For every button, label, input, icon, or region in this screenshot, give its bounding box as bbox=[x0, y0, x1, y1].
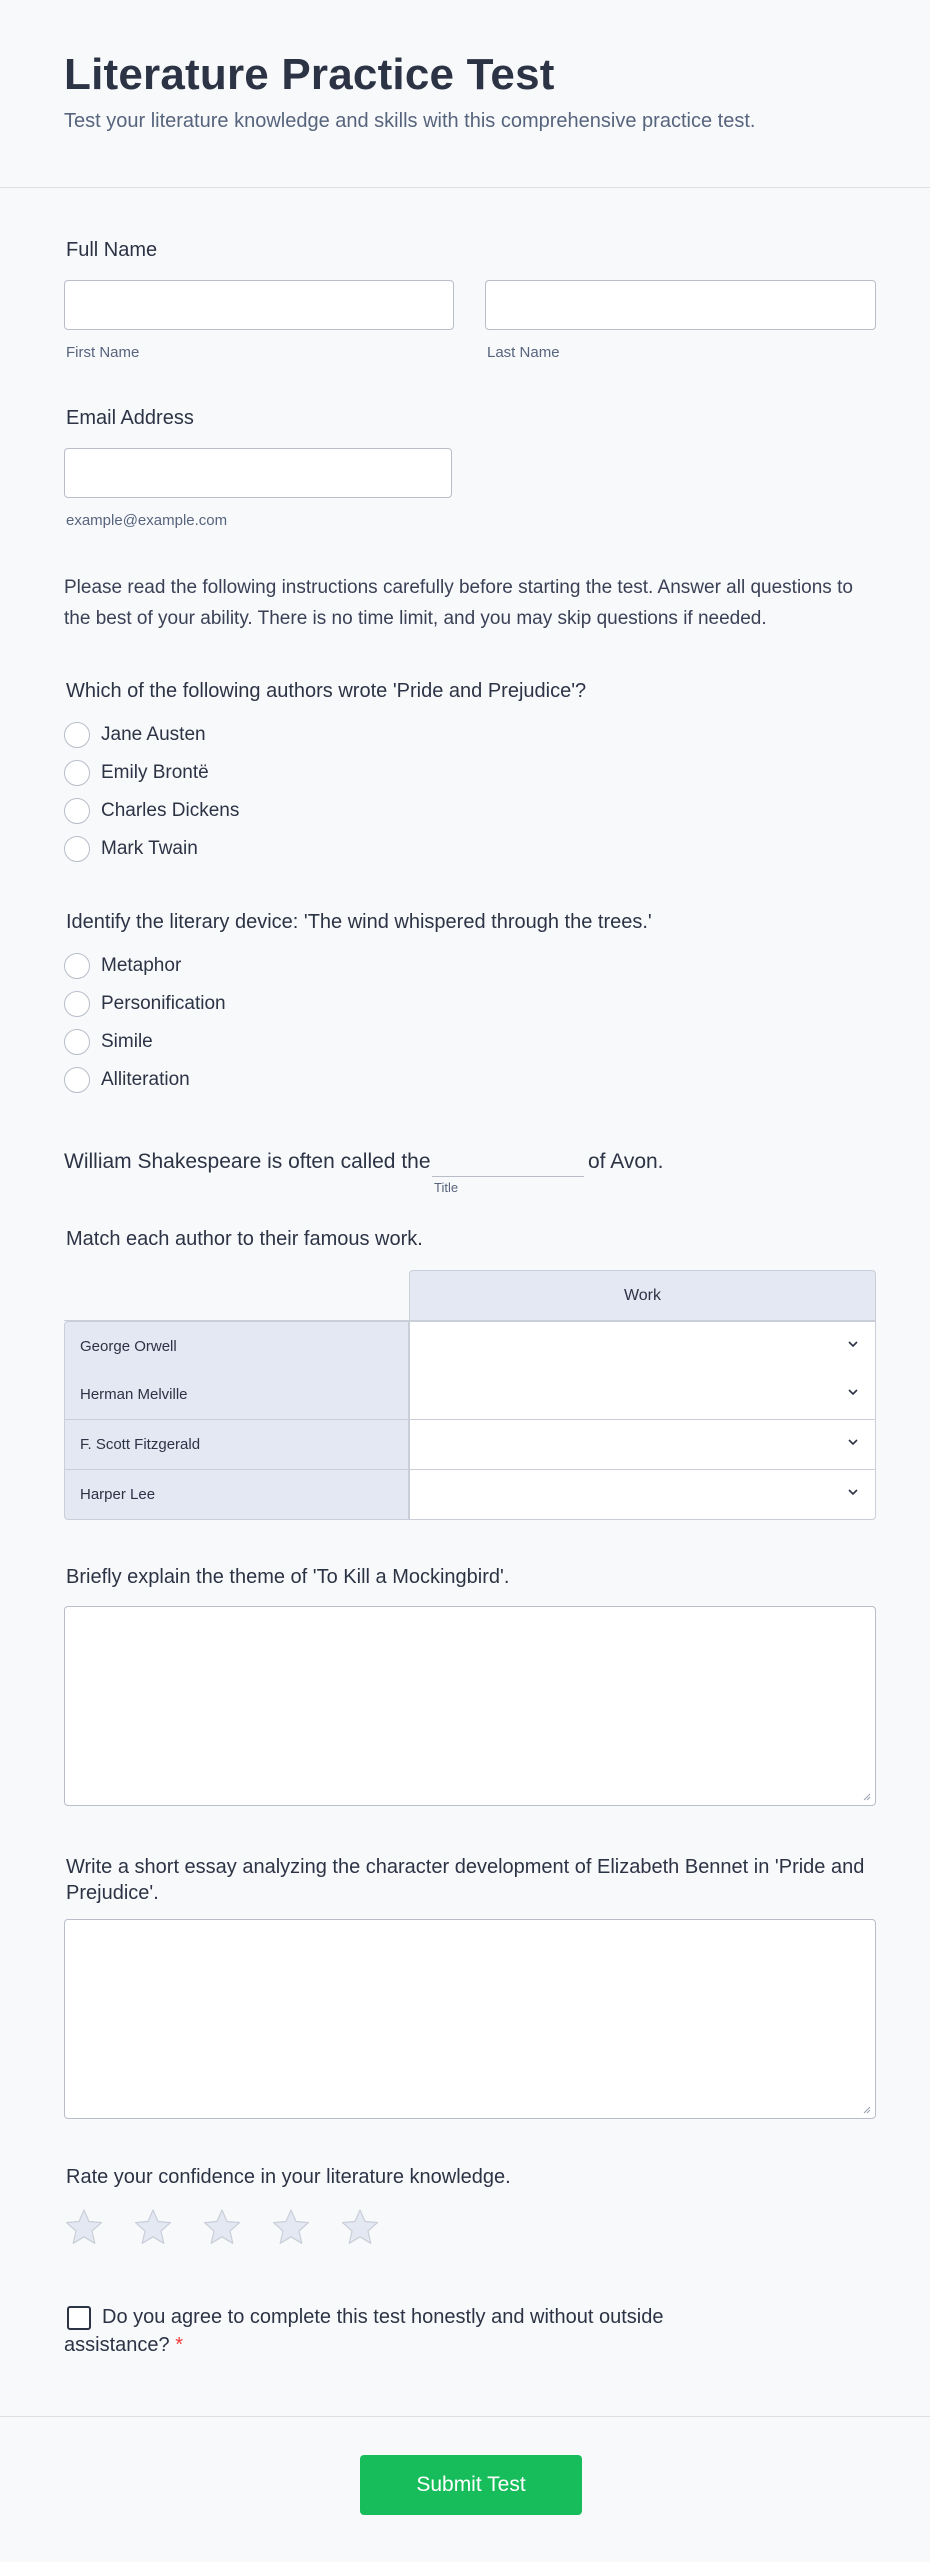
q1-option-label: Emily Brontë bbox=[101, 762, 209, 783]
matrix-dropdown[interactable] bbox=[409, 1470, 876, 1520]
radio-button[interactable] bbox=[64, 798, 90, 824]
q2-option[interactable] bbox=[64, 990, 226, 1018]
essay-answer-textarea[interactable] bbox=[64, 1919, 876, 2119]
email-sublabel: example@example.com bbox=[66, 512, 228, 529]
q1-option[interactable] bbox=[64, 721, 206, 749]
matrix-row bbox=[64, 1370, 876, 1420]
q1-option[interactable] bbox=[64, 835, 198, 863]
q2-option[interactable] bbox=[64, 952, 181, 980]
radio-button[interactable] bbox=[64, 1029, 90, 1055]
agreement-text: Do you agree to complete this test honestly and without outside assistance? bbox=[64, 2306, 664, 2356]
essay-question: Write a short essay analyzing the character development of Elizabeth Bennet in 'Pride and Prejudice'. bbox=[66, 1856, 865, 1904]
radio-button[interactable] bbox=[64, 722, 90, 748]
chevron-down-icon bbox=[845, 1336, 861, 1352]
matrix-row-label: Harper Lee bbox=[64, 1470, 409, 1520]
fill-blank-after: of Avon. bbox=[588, 1150, 664, 1173]
radio-button[interactable] bbox=[64, 1067, 90, 1093]
star-icon[interactable] bbox=[133, 2207, 173, 2247]
matrix-row bbox=[64, 1320, 876, 1370]
chevron-down-icon bbox=[845, 1434, 861, 1450]
radio-button[interactable] bbox=[64, 953, 90, 979]
radio-button[interactable] bbox=[64, 836, 90, 862]
last-name-sublabel: Last Name bbox=[487, 344, 560, 361]
q1-option-label: Jane Austen bbox=[101, 724, 206, 745]
chevron-down-icon bbox=[845, 1384, 861, 1400]
chevron-down-icon bbox=[845, 1484, 861, 1500]
matrix-column-header: Work bbox=[409, 1270, 876, 1320]
star-icon[interactable] bbox=[340, 2207, 380, 2247]
matrix-row-label: George Orwell bbox=[64, 1321, 409, 1371]
form-header bbox=[0, 0, 930, 188]
rating-question: Rate your confidence in your literature knowledge. bbox=[66, 2166, 511, 2188]
q2-option[interactable] bbox=[64, 1028, 153, 1056]
q2-option-label: Personification bbox=[101, 993, 226, 1014]
first-name-input[interactable] bbox=[64, 280, 454, 330]
agreement-label bbox=[64, 2303, 764, 2359]
resize-grip-icon[interactable] bbox=[861, 1791, 871, 1801]
fill-blank-input[interactable] bbox=[432, 1176, 584, 1177]
fill-blank-before: William Shakespeare is often called the bbox=[64, 1150, 431, 1173]
instructions-text: Please read the following instructions carefully before starting the test. Answer all questions to the best of your ability. There is no time limit, and you may skip questions if needed. bbox=[64, 577, 853, 629]
radio-button[interactable] bbox=[64, 991, 90, 1017]
matrix-question: Match each author to their famous work. bbox=[66, 1228, 423, 1250]
full-name-label: Full Name bbox=[66, 239, 158, 261]
email-label: Email Address bbox=[66, 407, 194, 429]
theme-answer-textarea[interactable] bbox=[64, 1606, 876, 1806]
page-subtitle: Test your literature knowledge and skills with this comprehensive practice test. bbox=[64, 110, 756, 132]
q1-option[interactable] bbox=[64, 759, 209, 787]
email-input[interactable] bbox=[64, 448, 452, 498]
theme-question: Briefly explain the theme of 'To Kill a Mockingbird'. bbox=[66, 1566, 510, 1588]
matrix-row bbox=[64, 1470, 876, 1520]
matrix-row-label: F. Scott Fitzgerald bbox=[64, 1420, 409, 1470]
q1-option-label: Charles Dickens bbox=[101, 800, 240, 821]
matrix-dropdown[interactable] bbox=[409, 1420, 876, 1470]
resize-grip-icon[interactable] bbox=[861, 2104, 871, 2114]
q2-option-label: Simile bbox=[101, 1031, 153, 1052]
q2-option[interactable] bbox=[64, 1066, 190, 1094]
q1-option-label: Mark Twain bbox=[101, 838, 198, 859]
matrix-dropdown[interactable] bbox=[409, 1370, 876, 1420]
fill-blank-sublabel: Title bbox=[434, 1180, 459, 1195]
q2-question: Identify the literary device: 'The wind whispered through the trees.' bbox=[66, 911, 652, 933]
star-icon[interactable] bbox=[64, 2207, 104, 2247]
last-name-input[interactable] bbox=[485, 280, 876, 330]
submit-button[interactable]: Submit Test bbox=[360, 2455, 582, 2515]
q1-question: Which of the following authors wrote 'Pride and Prejudice'? bbox=[66, 680, 587, 702]
matrix-row-label: Herman Melville bbox=[64, 1370, 409, 1420]
star-rating bbox=[64, 2207, 409, 2247]
first-name-sublabel: First Name bbox=[66, 344, 140, 361]
required-mark: * bbox=[175, 2334, 183, 2356]
matrix-row bbox=[64, 1420, 876, 1470]
radio-button[interactable] bbox=[64, 760, 90, 786]
q2-option-label: Alliteration bbox=[101, 1069, 190, 1090]
q1-option[interactable] bbox=[64, 797, 239, 825]
q2-option-label: Metaphor bbox=[101, 955, 182, 976]
page-title: Literature Practice Test bbox=[64, 50, 555, 99]
star-icon[interactable] bbox=[202, 2207, 242, 2247]
matrix-dropdown[interactable] bbox=[409, 1321, 876, 1371]
star-icon[interactable] bbox=[271, 2207, 311, 2247]
